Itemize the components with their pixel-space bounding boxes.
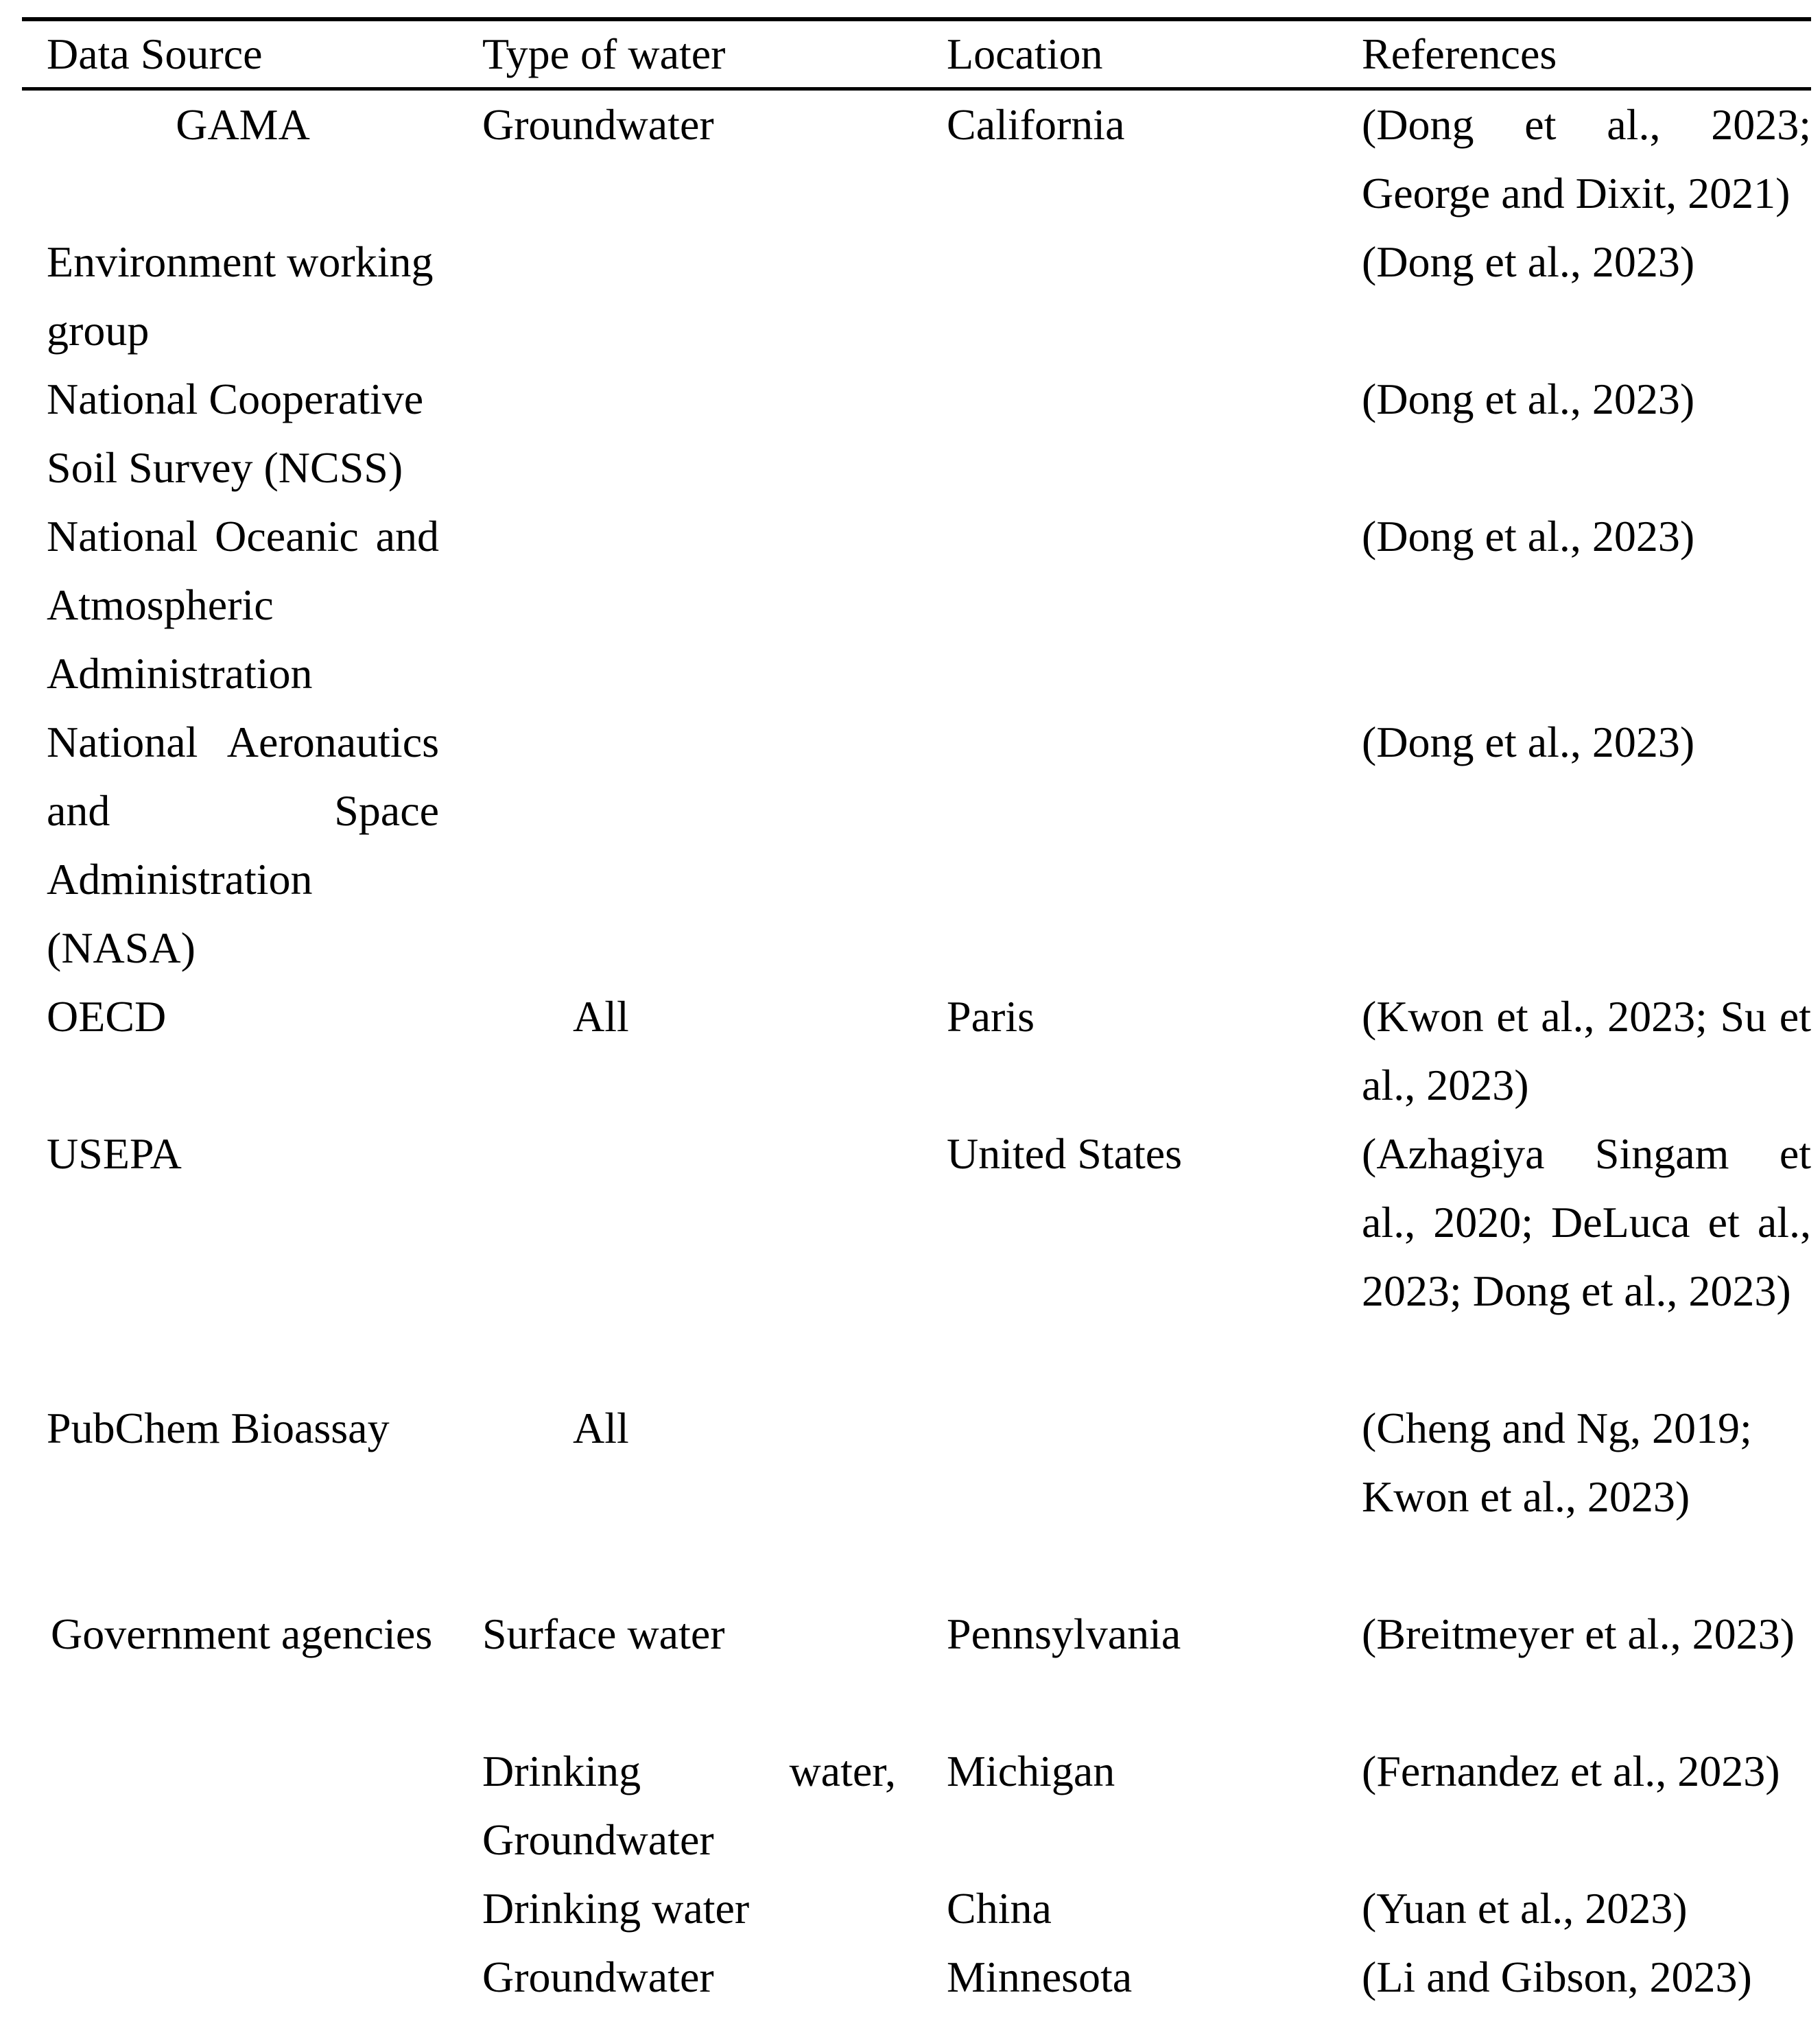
cell-line: All: [573, 992, 629, 1041]
cell-line: [1362, 982, 1811, 1051]
cell-line: (Dong et al., 2023): [1362, 375, 1695, 423]
column-header-type-of-water: Type of water: [477, 19, 947, 89]
table-row: [22, 1943, 1811, 2012]
table-cell-r2c2: [477, 228, 947, 365]
word: al.,: [1757, 1198, 1811, 1247]
cell-line: All: [573, 1404, 629, 1452]
cell-line: Surface water: [482, 1610, 725, 1658]
word: 2020;: [1433, 1198, 1533, 1247]
table-cell-r5c4: [1362, 708, 1811, 982]
table-cell-r8c3: [947, 1394, 1362, 1600]
cell-line: George and Dixit, 2021): [1362, 169, 1791, 217]
cell-line: Michigan: [947, 1747, 1115, 1795]
cell-line: United States: [947, 1129, 1183, 1178]
cell-line: [47, 708, 439, 777]
word: Oceanic: [215, 512, 359, 561]
table-cell-r5c2: [477, 708, 947, 982]
table-row: [22, 982, 1811, 1120]
table-cell-r11c1: [22, 1874, 477, 1943]
word: et: [1707, 1198, 1740, 1247]
table-cell-r6c3: [947, 982, 1362, 1120]
cell-line: Environment working: [47, 237, 434, 286]
cell-line: (Dong et al., 2023): [1362, 512, 1695, 561]
word: 2023;: [1607, 992, 1707, 1041]
word: et: [1524, 100, 1557, 149]
word: (Kwon: [1362, 992, 1484, 1041]
table-cell-r9c3: [947, 1600, 1362, 1737]
cell-line: China: [947, 1884, 1052, 1933]
table-row: [22, 1120, 1811, 1394]
cell-line: (NASA): [47, 923, 196, 972]
cell-line: California: [947, 100, 1125, 149]
table-row: [22, 228, 1811, 365]
cell-line: Drinking water: [482, 1884, 750, 1933]
word: al.,: [1607, 100, 1661, 149]
table-cell-r3c4: [1362, 365, 1811, 502]
table-cell-r12c3: [947, 1943, 1362, 2012]
cell-line: [1362, 91, 1811, 159]
table-row: [22, 89, 1811, 228]
table-row: [22, 1394, 1811, 1600]
table-cell-r2c4: [1362, 228, 1811, 365]
table-header: [22, 19, 1811, 89]
cell-line: Administration: [47, 649, 313, 698]
cell-line: Pennsylvania: [947, 1610, 1181, 1658]
cell-line: Minnesota: [947, 1953, 1133, 2001]
table-row: [22, 1737, 1811, 1874]
cell-line: (Breitmeyer et al., 2023): [1362, 1610, 1795, 1658]
table-cell-r3c2: [477, 365, 947, 502]
cell-line: group: [47, 306, 150, 355]
word: and: [375, 512, 439, 561]
table-cell-r8c1: [22, 1394, 477, 1600]
column-header-data-source: Data Source: [22, 19, 477, 89]
column-header-location: Location: [947, 19, 1362, 89]
word: et: [1779, 992, 1811, 1041]
cell-line: Groundwater: [482, 100, 714, 149]
table-cell-r4c4: [1362, 502, 1811, 708]
cell-line: Soil Survey (NCSS): [47, 443, 403, 492]
word: et: [1496, 992, 1528, 1041]
cell-line: Government agencies: [51, 1610, 433, 1658]
table-cell-r4c1: [22, 502, 477, 708]
table-cell-r7c1: [22, 1120, 477, 1394]
word: Su: [1720, 992, 1767, 1041]
table-cell-r4c3: [947, 502, 1362, 708]
word: al.,: [1362, 1198, 1416, 1247]
cell-line: National Cooperative: [47, 375, 424, 423]
table-cell-r6c2: [477, 982, 947, 1120]
cell-line: [482, 1737, 896, 1806]
table-row: [22, 708, 1811, 982]
table-cell-r2c1: [22, 228, 477, 365]
cell-line: Kwon et al., 2023): [1362, 1472, 1690, 1521]
table-cell-r3c3: [947, 365, 1362, 502]
cell-line: [1362, 1188, 1811, 1257]
table-cell-r12c1: [22, 1943, 477, 2012]
table-cell-r8c4: [1362, 1394, 1811, 1600]
table-cell-r7c3: [947, 1120, 1362, 1394]
cell-line: (Yuan et al., 2023): [1362, 1884, 1688, 1933]
cell-line: USEPA: [47, 1129, 182, 1178]
column-header-references: References: [1362, 19, 1811, 89]
table-cell-r11c3: [947, 1874, 1362, 1943]
table-cell-r10c2: [477, 1737, 947, 1874]
table-cell-r1c3: [947, 89, 1362, 228]
cell-line: Administration: [47, 855, 313, 904]
cell-line: (Cheng and Ng, 2019;: [1362, 1404, 1752, 1452]
cell-line: (Li and Gibson, 2023): [1362, 1953, 1752, 2001]
table-cell-r9c1: [22, 1600, 477, 1737]
word: Aeronautics: [226, 718, 439, 766]
word: and: [47, 786, 110, 835]
table-cell-r10c4: [1362, 1737, 1811, 1874]
table-cell-r7c4: [1362, 1120, 1811, 1394]
table-cell-r4c2: [477, 502, 947, 708]
header-row: [22, 19, 1811, 89]
cell-line: [1362, 1120, 1811, 1188]
table-cell-r9c2: [477, 1600, 947, 1737]
table-cell-r6c4: [1362, 982, 1811, 1120]
table-cell-r8c2: [477, 1394, 947, 1600]
cell-line: (Dong et al., 2023): [1362, 718, 1695, 766]
cell-line: [47, 502, 439, 571]
table-cell-r11c2: [477, 1874, 947, 1943]
table-row: [22, 365, 1811, 502]
word: Singam: [1594, 1129, 1729, 1178]
table-cell-r1c4: [1362, 89, 1811, 228]
table-cell-r12c4: [1362, 1943, 1811, 2012]
word: National: [47, 512, 198, 561]
table-cell-r3c1: [22, 365, 477, 502]
word: 2023;: [1711, 100, 1811, 149]
table-cell-r1c2: [477, 89, 947, 228]
table-row: [22, 1874, 1811, 1943]
table-cell-r10c3: [947, 1737, 1362, 1874]
cell-line: al., 2023): [1362, 1061, 1529, 1109]
word: al.,: [1541, 992, 1595, 1041]
table-cell-r1c1: [22, 89, 477, 228]
word: (Dong: [1362, 100, 1474, 149]
cell-line: Groundwater: [482, 1815, 714, 1864]
word: et: [1779, 1129, 1811, 1178]
table-cell-r12c2: [477, 1943, 947, 2012]
word: Drinking: [482, 1747, 641, 1795]
cell-line: GAMA: [176, 100, 310, 149]
cell-line: 2023; Dong et al., 2023): [1362, 1266, 1791, 1315]
word: National: [47, 718, 198, 766]
table-cell-r11c4: [1362, 1874, 1811, 1943]
table-cell-r5c1: [22, 708, 477, 982]
cell-line: OECD: [47, 992, 167, 1041]
cell-line: PubChem Bioassay: [47, 1404, 390, 1452]
table-row: [22, 1600, 1811, 1737]
document-page: [0, 17, 1820, 2028]
word: DeLuca: [1551, 1198, 1690, 1247]
word: water,: [789, 1747, 896, 1795]
word: (Azhagiya: [1362, 1129, 1545, 1178]
table-body: [22, 89, 1811, 2012]
cell-line: [47, 777, 439, 845]
table-row: [22, 502, 1811, 708]
table-cell-r6c1: [22, 982, 477, 1120]
data-sources-table: [22, 17, 1811, 2012]
cell-line: (Fernandez et al., 2023): [1362, 1747, 1780, 1795]
word: Space: [334, 786, 439, 835]
table-cell-r2c3: [947, 228, 1362, 365]
cell-line: Groundwater: [482, 1953, 714, 2001]
cell-line: Paris: [947, 992, 1035, 1041]
table-cell-r9c4: [1362, 1600, 1811, 1737]
table-cell-r10c1: [22, 1737, 477, 1874]
cell-line: Atmospheric: [47, 580, 274, 629]
table-cell-r7c2: [477, 1120, 947, 1394]
cell-line: (Dong et al., 2023): [1362, 237, 1695, 286]
table-cell-r5c3: [947, 708, 1362, 982]
